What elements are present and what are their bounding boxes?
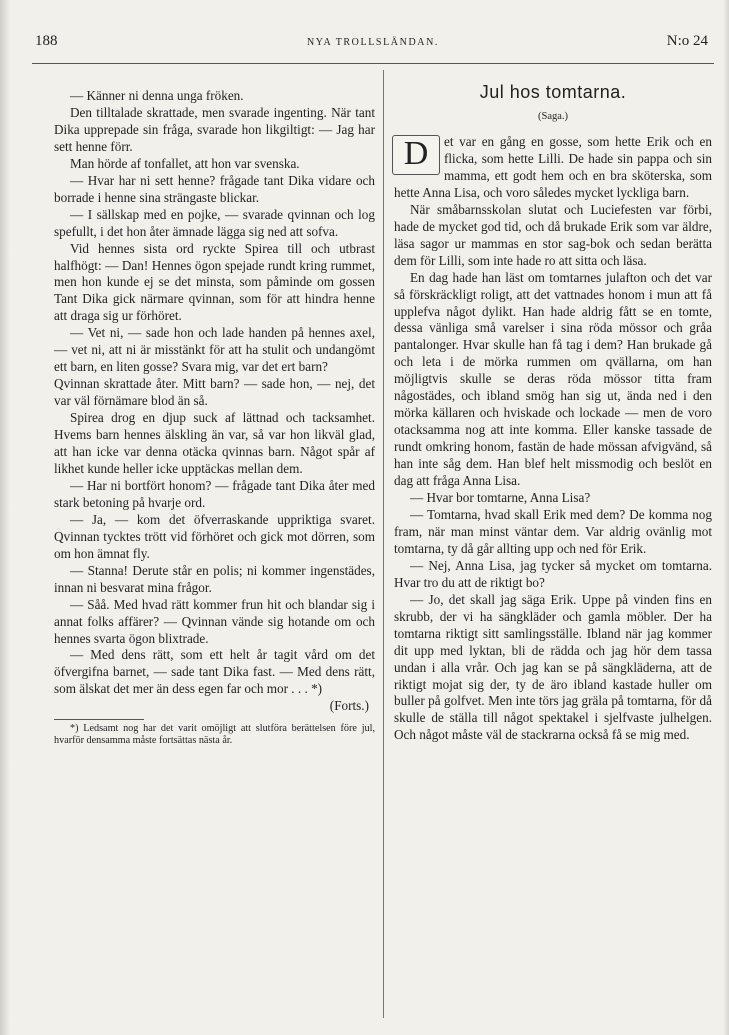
paragraph: — Hvar bor tomtarne, Anna Lisa?	[410, 490, 591, 506]
paragraph: — Hvar har ni sett henne? frågade tant Dika vidare och borrade i henne sina strängaste blickar.	[54, 172, 375, 205]
paragraph: — Med dens rätt, som ett helt år tagit vård om det öfvergifna barnet, — sade tant Dika fast. — Med dens rätt, som älskat det mer än dess egen far och mor . . . *)	[54, 647, 375, 697]
paragraph: — Har ni bortfört honom? — frågade tant Dika åter med stark betoning på hvarje ord.	[54, 477, 375, 510]
continued-note: (Forts.)	[329, 698, 369, 714]
paragraph: — Känner ni denna unga fröken.	[70, 88, 244, 103]
paragraph: Vid hennes sista ord ryckte Spirea till och utbrast halfhögt: — Dan! Hennes ögon spejade rundt kring rummet, men hon kunde ej se det minsta, som påminde om gossen Tant Dika gick närmare qvinnan, som för att hindra henne att draga sig ur förhöret.	[54, 240, 375, 324]
paragraph: När småbarnsskolan slutat och Luciefesten var förbi, hade de mycket god tid, och då brukade Erik som var äldre, läsa sagor ur mammas en stor sag-bok och sedan berätta dem för Lilli, som inte hade ro att sitta och läsa.	[394, 201, 712, 268]
page-number: 188	[35, 33, 58, 49]
journal-name: NYA TROLLSLÄNDAN.	[306, 37, 440, 48]
running-header	[32, 30, 714, 56]
paragraph: Den tilltalade skrattade, men svarade ingenting. När tant Dika upprepade sin fråga, svarade hon likgiltigt: — Jag har sett henne förr.	[54, 104, 375, 154]
drop-cap-letter: D	[403, 135, 429, 172]
opening-paragraph	[394, 134, 712, 202]
paragraph: — Ja, — kom det öfverraskande uppriktiga svaret. Qvinnan tycktes trött vid förhöret och gick mot dörren, som om hon ämnat fly.	[54, 511, 375, 561]
paragraph: — Nej, Anna Lisa, jag tycker så mycket om tomtarna. Hvar tro du att de riktigt bo?	[394, 557, 712, 590]
page-edge-right	[723, 0, 729, 1035]
right-column	[394, 82, 712, 744]
footnote: *) Ledsamt nog har det varit omöjligt att slutföra berättelsen före jul, hvarför densamma måste fortsättas nästa år.	[54, 723, 375, 746]
paragraph: — Såå. Med hvad rätt kommer frun hit och blandar sig i annat folks affärer? — Qvinnan vände sig hotande om och hennes svarta ögon blixtrade.	[54, 596, 375, 646]
page-edge-shadow	[0, 0, 10, 1035]
paragraph: et var en gång en gosse, som hette Erik och en flicka, som hette Lilli. De hade sin pappa och sin mamma, ett godt hem och en bra sköterska, som hette Anna Lisa, och voro således mycket lyckliga barn.	[394, 134, 712, 200]
left-column	[54, 88, 375, 746]
paragraph: En dag hade han läst om tomtarnes julafton och det var så förskräckligt roligt, att det vattnades honom i mun att få upplefva något dylikt. Han hade aldrig fått se en tomte, dessa vänliga små varelser i sina röda mössor och gråa pantalonger. Hvar skulle han få tag i dem? Han brukade gå och leta i de mörka rummen om qvällarna, om han möjligtvis skulle se deras röda mössor titta fram någostädes, och ibland smög han sig ut, ända ned i den mörka källaren och hviskade och lockade — men de voro otacksamma nog att inte komma. Eller kanske tassade de rundt omkring honom, fastän de hade mössan afvigvänd, så han inte såg dem. Han blef helt missmodig och beslöt en dag att fråga Anna Lisa.	[394, 269, 712, 489]
story-subtitle: (Saga.)	[537, 111, 569, 122]
drop-cap-initial	[392, 135, 440, 175]
paragraph: — Jo, det skall jag säga Erik. Uppe på vinden fins en skrubb, der vi ha sängkläder och gamla möbler. Der ha tomtarna riktigt sitt samlingsställe. Ibland när jag kommer dit upp med lyktan, bli de rädda och jag hör dem tassa undan i alla vrår. Och jag kan se på sängkläderna, att de riktigt mojat sig der, ty de äro ibland kastade huller om buller på golfvet. Men inte törs jag gräla på tomtarna, för då skulle de ställa till något spektakel i sjelfvaste julhelgen. Och något måste väl de stackrarna också få se mig med.	[394, 591, 712, 743]
paragraph: Qvinnan skrattade åter. Mitt barn? — sade hon, — nej, det var väl förnämare blod än så.	[54, 376, 375, 409]
story-title: Jul hos tomtarna.	[479, 82, 627, 102]
paragraph: Spirea drog en djup suck af lättnad och tacksamhet. Hvems barn hennes älskling än var, så var hon likväl glad, att han icke var denna otäcka qvinnas barn. Något spår af likhet kunde heller icke upptäckas mellan dem.	[54, 410, 375, 476]
footnote-rule	[54, 719, 144, 720]
paragraph: — I sällskap med en pojke, — svarade qvinnan och log spefullt, i det hon åter ämnade lägga sig ned att sofva.	[54, 206, 375, 239]
paragraph: — Tomtarna, hvad skall Erik med dem? De komma nog fram, när man minst väntar dem. Var aldrig ovänlig mot tomtarna, ty då går allting upp och ned för Erik.	[394, 506, 712, 556]
header-rule	[32, 63, 714, 64]
paragraph: — Vet ni, — sade hon och lade handen på hennes axel, — vet ni, att ni är misstänkt för att ha stulit och undangömt ett barn, en liten gosse? Svara mig, var det ert barn?	[54, 325, 375, 375]
paragraph: Man hörde af tonfallet, att hon var svenska.	[70, 155, 300, 171]
paragraph: — Stanna! Derute står en polis; ni kommer ingenstädes, innan ni besvarat mina frågor.	[54, 562, 375, 595]
issue-number: N:o 24	[666, 33, 708, 49]
column-divider	[383, 70, 384, 1018]
